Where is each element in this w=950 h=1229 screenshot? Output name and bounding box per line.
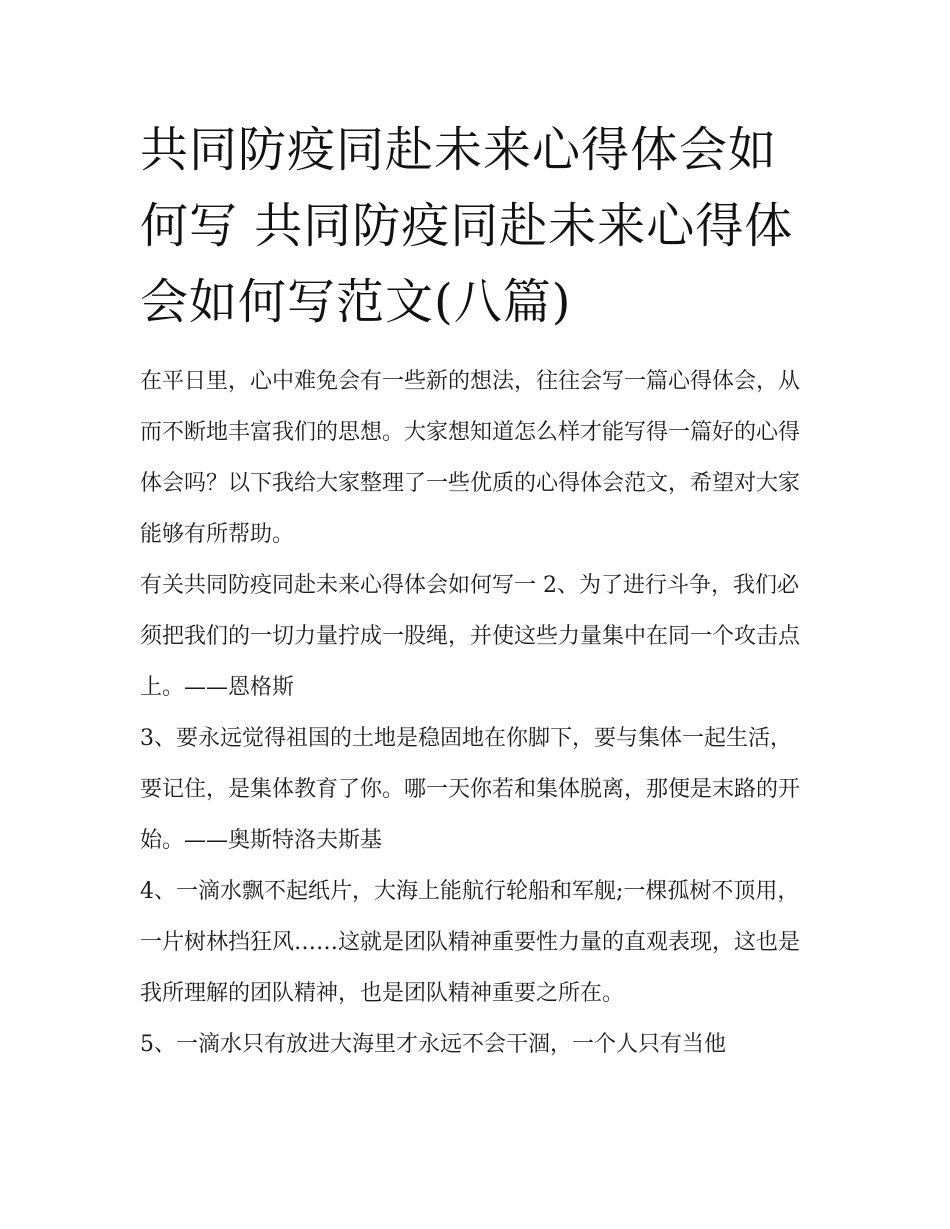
paragraph-intro: 在平日里，心中难免会有一些新的想法，往往会写一篇心得体会，从而不断地丰富我们的思想。大家想知道怎么样才能写得一篇好的心得体会吗？以下我给大家整理了一些优质的心得体会范文，希望对大家能够有所帮助。	[140, 369, 801, 547]
document-body	[140, 356, 812, 1070]
paragraph-item-4: 4、一滴水飘不起纸片，大海上能航行轮船和军舰;一棵孤树不顶用，一片树林挡狂风……这就是团队精神重要性力量的直观表现，这也是我所理解的团队精神，也是团队精神重要之所在。	[140, 879, 801, 1006]
paragraph-item-2: 有关共同防疫同赴未来心得体会如何写一 2、为了进行斗争，我们必须把我们的一切力量拧成一股绳，并使这些力量集中在同一个攻击点上。——恩格斯	[140, 573, 801, 700]
paragraph-item-3: 3、要永远觉得祖国的土地是稳固地在你脚下，要与集体一起生活，要记住，是集体教育了你。哪一天你若和集体脱离，那便是末路的开始。——奥斯特洛夫斯基	[140, 726, 801, 853]
document-title: 共同防疫同赴未来心得体会如何写 共同防疫同赴未来心得体会如何写范文(八篇)	[140, 122, 794, 330]
paragraph-item-5: 5、一滴水只有放进大海里才永远不会干涸，一个人只有当他	[140, 1032, 726, 1057]
